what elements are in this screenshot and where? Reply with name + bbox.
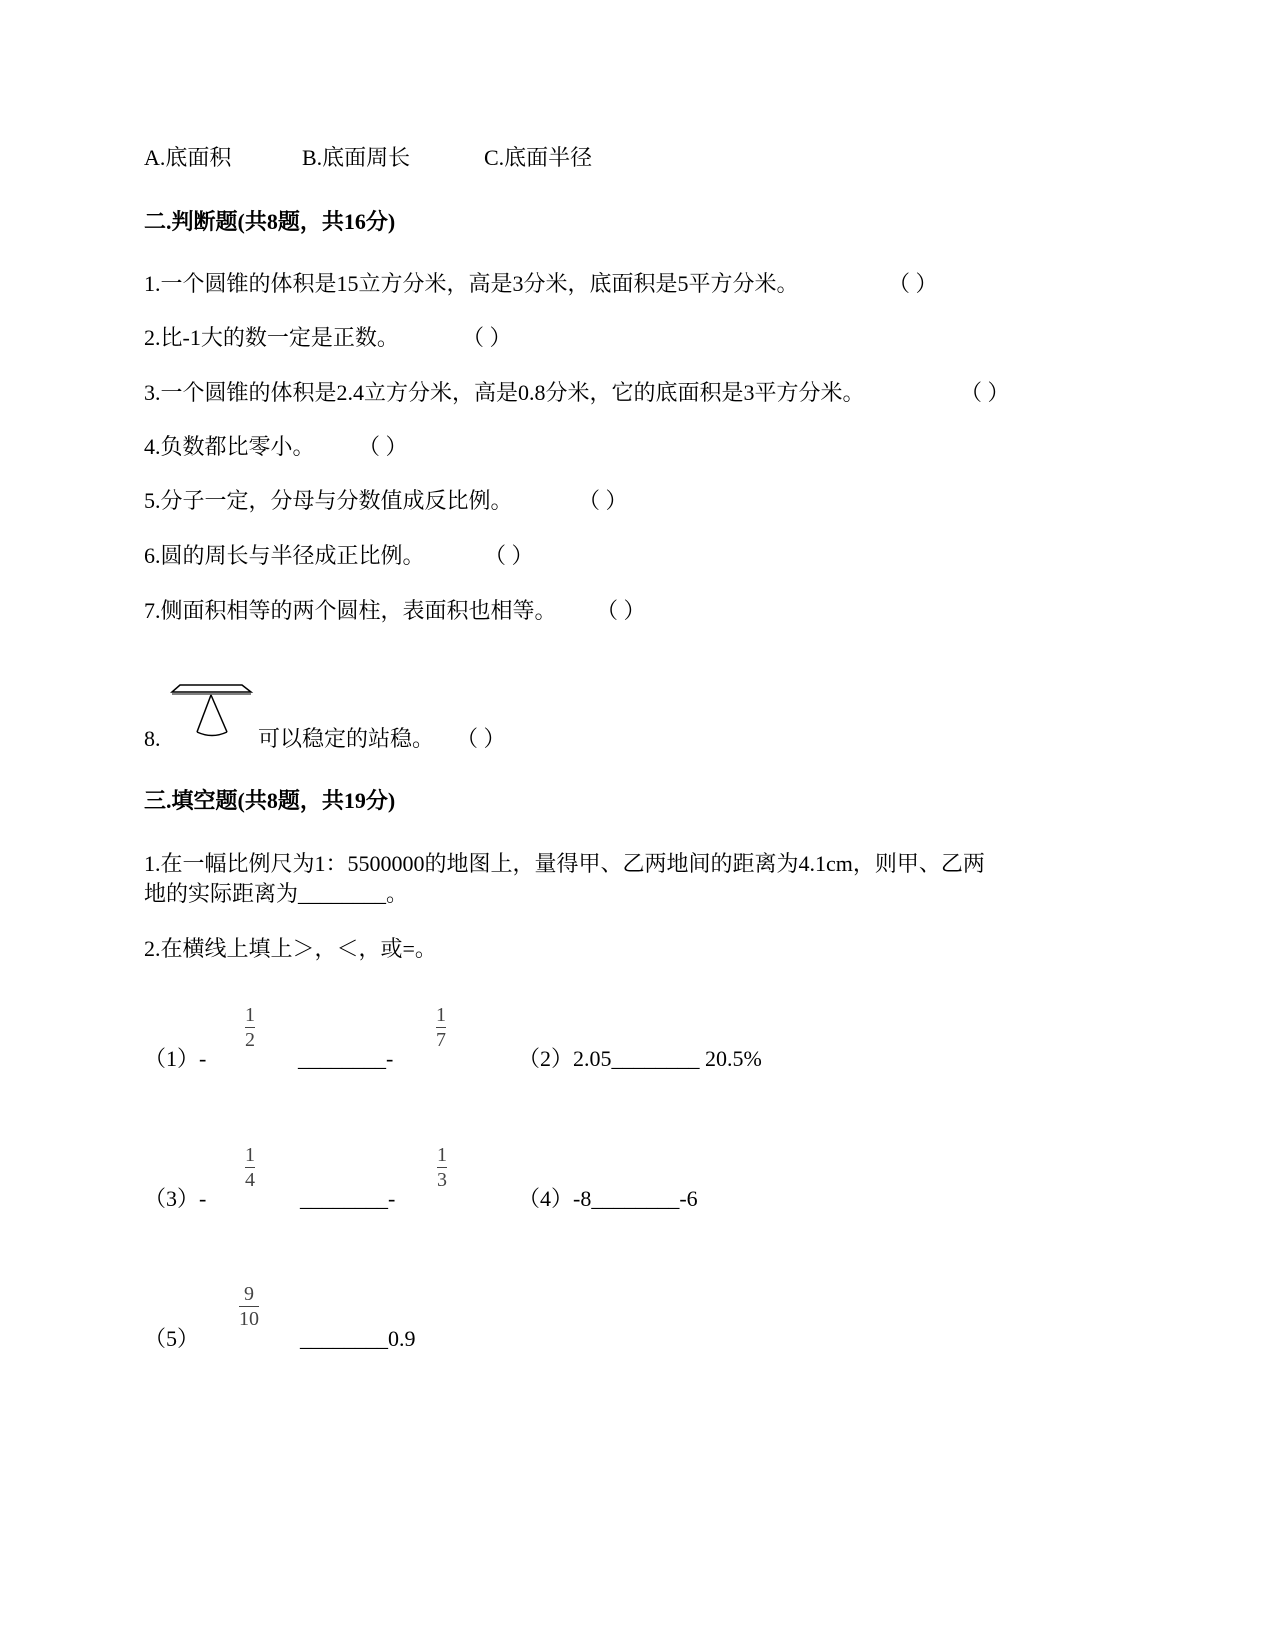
part-1-blank: ________-	[298, 1046, 394, 1071]
judge-item-6: 6.圆的周长与半径成正比例。	[144, 543, 425, 568]
fraction-denominator: 10	[239, 1308, 259, 1330]
fraction-bar	[245, 1167, 255, 1168]
answer-paren-1: （ ）	[888, 271, 938, 296]
fraction-bar	[245, 1027, 255, 1028]
judge-item-1: 1.一个圆锥的体积是15立方分米，高是3分米，底面积是5平方分米。	[144, 271, 799, 296]
judge-item-5: 5.分子一定，分母与分数值成反比例。	[144, 488, 513, 513]
part-1-fraction-right	[436, 1004, 446, 1051]
part-3-fraction-right	[437, 1144, 447, 1191]
judge-item-7: 7.侧面积相等的两个圆柱，表面积也相等。	[144, 598, 557, 623]
answer-paren-4: （ ）	[358, 434, 408, 459]
fraction-bar	[437, 1167, 447, 1168]
fraction-denominator: 2	[245, 1029, 255, 1051]
part-3-label: （3）-	[144, 1186, 207, 1211]
part-4: （4）-8________-6	[518, 1186, 698, 1211]
fill-q1-line2: 地的实际距离为________。	[144, 881, 409, 906]
part-3-fraction-left	[245, 1144, 255, 1191]
part-2: （2）2.05________ 20.5%	[518, 1046, 762, 1071]
fraction-numerator: 9	[244, 1283, 254, 1305]
answer-paren-3: （ ）	[960, 380, 1010, 405]
section-2-title: 二.判断题(共8题，共16分)	[144, 209, 396, 234]
answer-paren-7: （ ）	[596, 598, 646, 623]
fraction-denominator: 4	[245, 1169, 255, 1191]
part-5-label: （5）	[144, 1326, 200, 1351]
answer-paren-2: （ ）	[462, 325, 512, 350]
fraction-numerator: 1	[245, 1004, 255, 1026]
fraction-denominator: 3	[437, 1169, 447, 1191]
section-3-title: 三.填空题(共8题，共19分)	[144, 788, 396, 813]
judge-item-8-number: 8.	[144, 726, 161, 751]
part-1-label: （1）-	[144, 1046, 207, 1071]
answer-paren-5: （ ）	[578, 488, 628, 513]
answer-paren-8: （ ）	[456, 726, 506, 751]
part-3-blank: ________-	[300, 1186, 396, 1211]
fill-q1-line1: 1.在一幅比例尺为1：5500000的地图上，量得甲、乙两地间的距离为4.1cm，则甲、乙两	[144, 851, 985, 876]
answer-paren-6: （ ）	[484, 543, 534, 568]
fill-q2-intro: 2.在横线上填上＞，＜，或=。	[144, 936, 437, 961]
part-1-fraction-left	[245, 1004, 255, 1051]
part-5-blank: ________0.9	[300, 1326, 416, 1351]
fraction-bar	[239, 1306, 259, 1307]
judge-item-2: 2.比-1大的数一定是正数。	[144, 325, 399, 350]
table-on-cone-figure	[170, 683, 254, 741]
judge-item-4: 4.负数都比零小。	[144, 434, 315, 459]
fraction-numerator: 1	[436, 1004, 446, 1026]
option-b: B.底面周长	[302, 145, 411, 170]
judge-item-8-text: 可以稳定的站稳。	[258, 726, 435, 751]
fraction-denominator: 7	[436, 1029, 446, 1051]
option-a: A.底面积	[144, 145, 232, 170]
judge-item-3: 3.一个圆锥的体积是2.4立方分米，高是0.8分米，它的底面积是3平方分米。	[144, 380, 865, 405]
fraction-bar	[436, 1027, 446, 1028]
option-c: C.底面半径	[484, 145, 593, 170]
fraction-numerator: 1	[437, 1144, 447, 1166]
fraction-numerator: 1	[245, 1144, 255, 1166]
part-5-fraction	[239, 1283, 259, 1330]
